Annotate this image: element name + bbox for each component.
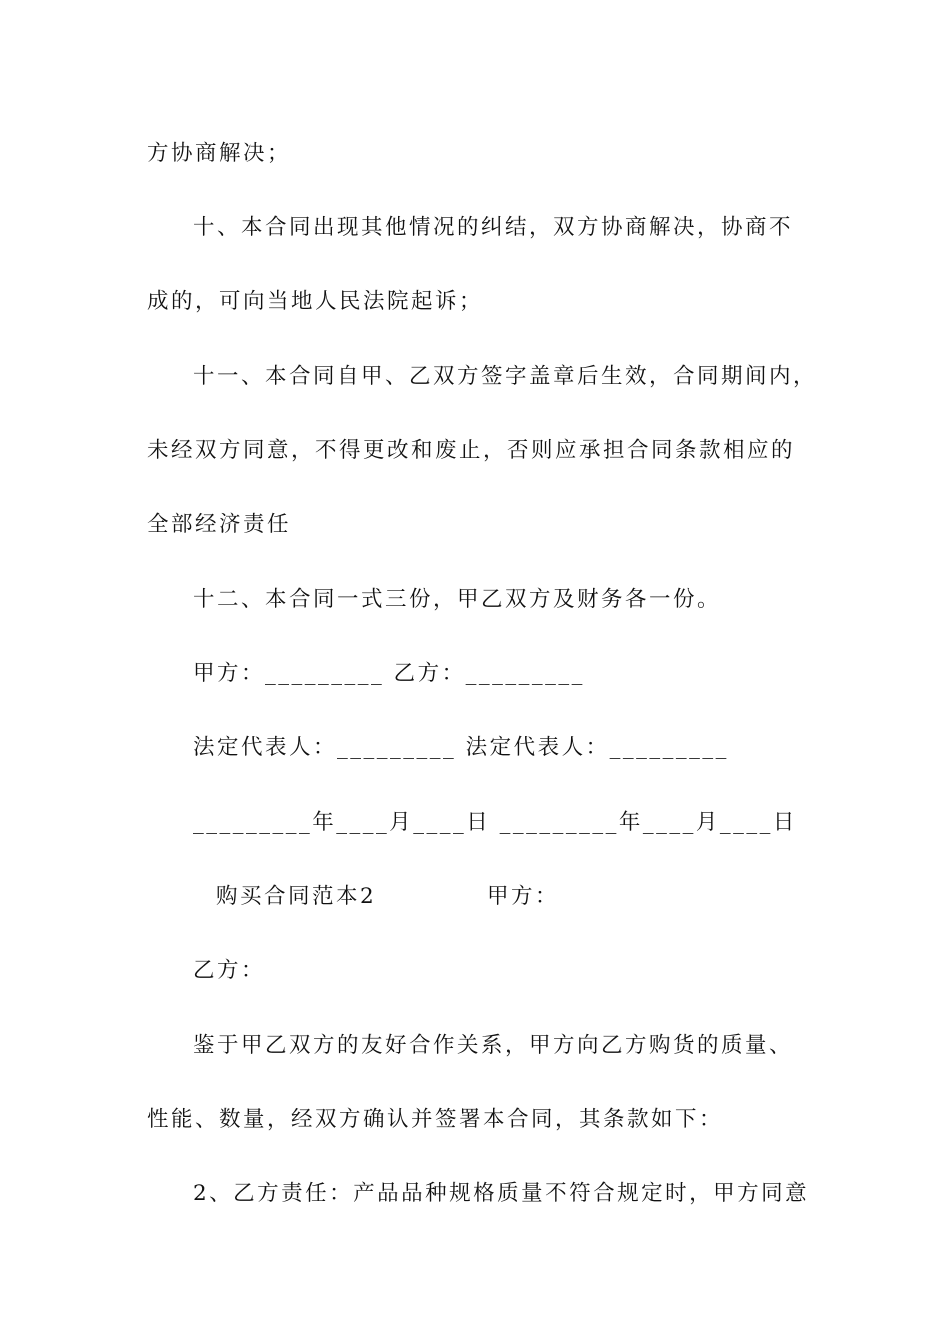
- paragraph-line: 十一、本合同自甲、乙双方签字盖章后生效，合同期间内，: [193, 364, 818, 389]
- paragraph-line: 性能、数量，经双方确认并签署本合同，其条款如下：: [147, 1107, 724, 1132]
- party-b-label: 乙方：: [193, 958, 266, 983]
- party-a-label: 甲方：: [487, 884, 560, 909]
- paragraph-line: 全部经济责任: [147, 512, 292, 537]
- paragraph-line: 鉴于甲乙双方的友好合作关系，甲方向乙方购货的质量、: [193, 1033, 794, 1058]
- signature-representative-line: 法定代表人：_________ 法定代表人：_________: [193, 735, 729, 760]
- paragraph-line: 成的，可向当地人民法院起诉；: [147, 289, 484, 314]
- paragraph-line: 十、本合同出现其他情况的纠结，双方协商解决，协商不: [193, 215, 794, 240]
- paragraph-line: 未经双方同意，不得更改和废止，否则应承担合同条款相应的: [147, 438, 796, 463]
- section-title: 购买合同范本2: [216, 884, 377, 909]
- paragraph-line: 十二、本合同一式三份，甲乙双方及财务各一份。: [193, 587, 722, 612]
- paragraph-line: 方协商解决；: [147, 141, 292, 166]
- signature-party-line: 甲方：_________ 乙方：_________: [193, 661, 585, 686]
- signature-date-line: _________年____月____日 _________年____月____日: [193, 810, 797, 835]
- paragraph-line: 2、乙方责任：产品品种规格质量不符合规定时，甲方同意: [193, 1181, 810, 1206]
